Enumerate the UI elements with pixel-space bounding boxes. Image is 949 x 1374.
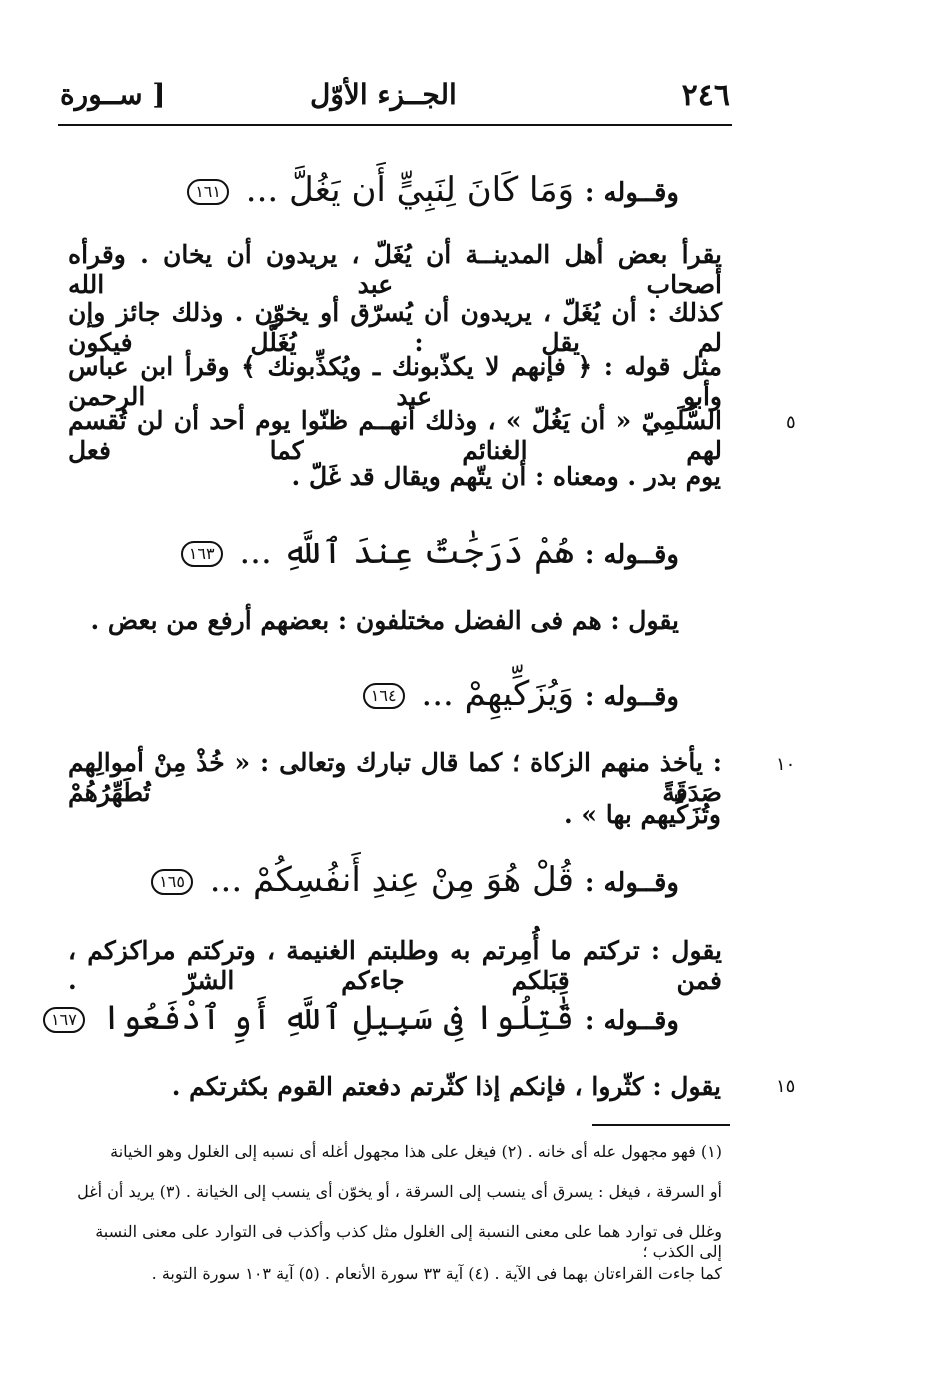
margin-line-number: ١٠ <box>776 754 796 775</box>
ayah-number-badge: ١٦١ <box>187 179 229 205</box>
page-header <box>60 78 730 118</box>
verse-heading <box>187 168 679 215</box>
commentary-line: يقول : تركتم ما أُمِرتم به وطلبتم الغنيمة ، وتركتم مراكزكم ، فمن قِبَلكم جاءكم الشرّ . <box>68 936 722 995</box>
verse-heading <box>363 672 679 719</box>
commentary-line: يقرأ بعض أهل المدينــة أن يُغَلّ ، يريدون أن يخان . وقرأه أصحاب عبد الله <box>68 240 722 299</box>
footnote-line: (١) فهو مجهول عله أى خانه . (٢) فيغل على هذا مجهول أغله أى نسبه إلى الغلول وهو الخيانة <box>110 1142 722 1161</box>
verse-intro-label: وقــوله : <box>584 1006 679 1036</box>
margin-line-number: ٥ <box>786 412 796 433</box>
quran-verse: وَيُزَكِّيهِمْ ... <box>421 674 575 714</box>
verse-intro-label: وقــوله : <box>584 682 679 712</box>
verse-intro-label: وقــوله : <box>584 540 679 570</box>
commentary-line: يقول : كثّروا ، فإنكم إذا كثّرتم دفعتم القوم بكثرتكم . <box>171 1072 721 1101</box>
footnote-line: أو السرقة ، فيغل : يسرق أى ينسب إلى السرقة ، أو يخوّن أى ينسب إلى الخيانة . (٣) يريد أن أغل <box>77 1182 722 1201</box>
commentary-line: وتُزَكِّيهم بها » . <box>564 800 721 829</box>
verse-heading <box>181 530 679 577</box>
commentary-line: : يأخذ منهم الزكاة ؛ كما قال تبارك وتعالى : « خُذْ مِنْ أموالِهم صَدَقَةً تُطَهِّرُهُمْ <box>68 748 722 807</box>
surah-header-label: [ ســورة <box>60 78 166 111</box>
commentary-line: كذلك : أن يُغَلّ ، يريدون أن يُسرّق أو يخوّن . وذلك جائز وإن لم يقل : يُغَلَّل فيكون <box>68 298 722 357</box>
quran-verse: قَٰتِلُوا فِى سَبِيلِ ٱللَّهِ أَوِ ٱدْفَعُوا <box>101 998 575 1038</box>
commentary-line: السُّلَمِيّ « أن يَغُلّ » ، وذلك أنهــم ظنّوا يوم أحد أن لن تُقسم لهم الغنائم كما فعل <box>68 406 722 465</box>
footnote-rule <box>592 1124 730 1126</box>
commentary-line: يوم بدر . ومعناه : أن يتّهم ويقال قد غَلّ . <box>291 462 721 491</box>
ayah-number-badge: ١٦٤ <box>363 683 405 709</box>
quran-verse: وَمَا كَانَ لِنَبِيٍّ أَن يَغُلَّ ... <box>245 170 575 210</box>
header-rule <box>58 124 732 126</box>
verse-intro-label: وقــوله : <box>584 178 679 208</box>
footnote-line: وغلل فى توارد هما على معنى النسبة إلى الغلول مثل كذب وأكذب فى التوارد على معنى النسبة إلى الكذب ؛ <box>95 1222 722 1261</box>
verse-intro-label: وقــوله : <box>584 868 679 898</box>
quran-verse: قُلْ هُوَ مِنْ عِندِ أَنفُسِكُمْ ... <box>209 860 575 900</box>
ayah-number-badge: ١٦٣ <box>181 541 223 567</box>
verse-heading <box>43 996 679 1043</box>
quran-verse: هُمْ دَرَجَٰتٌ عِندَ ٱللَّهِ ... <box>239 532 575 572</box>
ayah-number-badge: ١٦٥ <box>151 869 193 895</box>
footnote-line: كما جاءت القراءتان بهما فى الآية . (٤) آية ٣٣ سورة الأنعام . (٥) آية ١٠٣ سورة التوبة . <box>151 1264 722 1283</box>
page-number: ٢٤٦ <box>681 78 730 113</box>
commentary-line: مثل قوله : ﴿ فإنهم لا يكذّبونك ـ ويُكذِّبونك ﴾ وقرأ ابن عباس وأبو عبد الرحمن <box>68 352 722 411</box>
verse-heading <box>151 858 679 905</box>
running-title: الجــزء الأوّل <box>310 78 457 111</box>
margin-line-number: ١٥ <box>776 1076 796 1097</box>
commentary-line: يقول : هم فى الفضل مختلفون : بعضهم أرفع من بعض . <box>90 606 679 635</box>
ayah-number-badge: ١٦٧ <box>43 1007 85 1033</box>
